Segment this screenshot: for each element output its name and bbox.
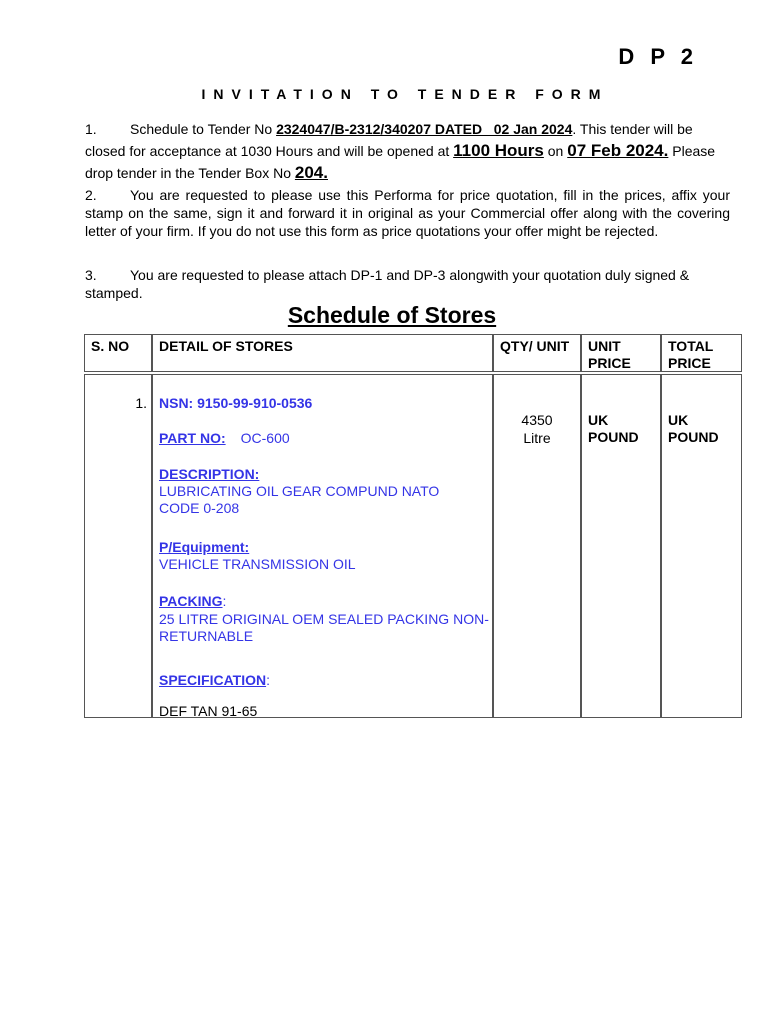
specification-value: DEF TAN 91-65 bbox=[159, 703, 258, 719]
row-sno: 1. bbox=[135, 395, 147, 411]
header-unit-price: UNIT PRICE bbox=[581, 334, 661, 372]
header-sno: S. NO bbox=[84, 334, 152, 372]
paragraph-1: 1. Schedule to Tender No 2324047/B-2312/340207 DATED 02 Jan 2024. This tender will be closed for acceptance at 1030 Hours and will be opened at 1100 Hours on 07 Feb 2024. Please drop tender in the Tender Box No 204. bbox=[85, 118, 730, 184]
opening-date: 07 Feb 2024. bbox=[567, 141, 669, 160]
row-detail-cell bbox=[152, 374, 493, 718]
description-label: DESCRIPTION: bbox=[159, 466, 260, 482]
unit-price-currency: UK POUND bbox=[588, 412, 639, 445]
header-qty: QTY/ UNIT bbox=[493, 334, 581, 372]
header-detail: DETAIL OF STORES bbox=[152, 334, 493, 372]
opening-time: 1100 Hours bbox=[453, 141, 544, 160]
tender-box-number: 204. bbox=[294, 163, 328, 182]
row-sno-cell bbox=[84, 374, 152, 718]
row-total-price-cell bbox=[661, 374, 742, 718]
specification-label: SPECIFICATION: bbox=[159, 672, 270, 688]
part-number: PART NO: OC-600 bbox=[159, 430, 290, 446]
equipment-label: P/Equipment: bbox=[159, 539, 250, 555]
quantity: 4350 bbox=[521, 412, 553, 428]
tender-number: 2324047/B-2312/340207 DATED 02 Jan 2024 bbox=[276, 121, 573, 137]
packing-value: 25 LITRE ORIGINAL OEM SEALED PACKING NON-RETURNABLE bbox=[159, 611, 489, 644]
form-code: D P 2 bbox=[618, 44, 698, 69]
form-title: INVITATION TO TENDER FORM bbox=[201, 86, 609, 102]
paragraph-number: 2. bbox=[85, 187, 97, 203]
schedule-title: Schedule of Stores bbox=[287, 302, 497, 328]
unit: Litre bbox=[523, 430, 551, 446]
row-unit-price-cell bbox=[581, 374, 661, 718]
row-qty-cell bbox=[493, 374, 581, 718]
total-price-currency: UK POUND bbox=[668, 412, 719, 445]
paragraph-number: 3. bbox=[85, 267, 97, 283]
paragraph-number: 1. bbox=[85, 121, 97, 137]
nsn-number: NSN: 9150-99-910-0536 bbox=[159, 395, 313, 411]
header-total-price: TOTAL PRICE bbox=[661, 334, 742, 372]
paragraph-2: 2. You are requested to please use this Performa for price quotation, fill in the prices, affix your stamp on the same, sign it and forward it in original as your Commercial offer along with the covering letter of your firm. If you do not use this form as price quotations your offer might be rejected. bbox=[85, 187, 730, 239]
equipment-value: VEHICLE TRANSMISSION OIL bbox=[159, 556, 356, 572]
paragraph-3: 3. You are requested to please attach DP-1 and DP-3 alongwith your quotation duly signed & stamped. bbox=[85, 267, 690, 301]
packing-label: PACKING: bbox=[159, 593, 227, 609]
description-value: LUBRICATING OIL GEAR COMPUND NATO CODE 0-208 bbox=[159, 483, 440, 516]
